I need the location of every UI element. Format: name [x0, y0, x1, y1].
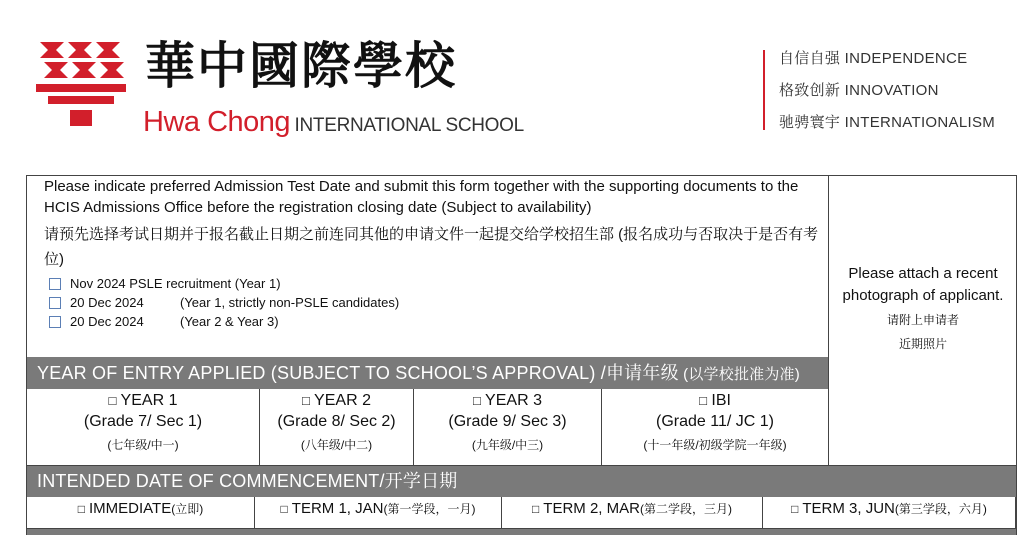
photo-note-chinese-1: 请附上申请者: [886, 313, 959, 327]
checkbox-icon[interactable]: [49, 278, 61, 290]
checkbox-icon[interactable]: □: [77, 502, 85, 516]
checkbox-icon[interactable]: □: [473, 393, 481, 408]
photo-note-english: Please attach a recent photograph of applicant.: [842, 265, 1004, 304]
term-option-term-1[interactable]: □ TERM 1, JAN(第一学段，一月): [255, 497, 502, 529]
year-option-year-2[interactable]: □ YEAR 2 (Grade 8/ Sec 2) (八年级/中二): [260, 389, 414, 465]
motto-item: 驰骋寰宇 INTERNATIONALISM: [779, 114, 996, 131]
year-option-ibi[interactable]: □ IBI (Grade 11/ JC 1) (十一年级/初级学院一年级): [602, 389, 829, 465]
checkbox-icon[interactable]: [49, 297, 61, 309]
term-option-immediate[interactable]: □ IMMEDIATE(立即): [27, 497, 255, 529]
checkbox-icon[interactable]: □: [791, 502, 799, 516]
school-name-international-school: INTERNATIONAL SCHOOL: [294, 115, 524, 136]
test-date-option[interactable]: Nov 2024 PSLE recruitment (Year 1): [49, 274, 399, 293]
checkbox-icon[interactable]: □: [302, 393, 310, 408]
checkbox-icon[interactable]: □: [699, 393, 707, 408]
motto-divider: [763, 50, 765, 130]
checkbox-icon[interactable]: □: [108, 393, 117, 408]
motto-item: 自信自强 INDEPENDENCE: [779, 50, 968, 67]
year-option-year-1[interactable]: □ YEAR 1 (Grade 7/ Sec 1) (七年级/中一): [27, 389, 260, 465]
year-option-year-3[interactable]: □ YEAR 3 (Grade 9/ Sec 3) (九年级/中三): [414, 389, 602, 465]
photo-attachment-note: [830, 263, 1016, 356]
intro-text-chinese: 请预先选择考试日期并于报名截止日期之前连同其他的申请文件一起提交给学校招生部 (报名成功与否取决于是否有考位): [44, 226, 819, 268]
school-mottos: [779, 48, 995, 144]
test-date-option[interactable]: 20 Dec 2024 (Year 2 & Year 3): [49, 312, 399, 331]
intro-text-english: Please indicate preferred Admission Test Date and submit this form together with the supporting documents to the HCIS Admissions Office before the registration closing date (Subject to availability): [44, 178, 799, 216]
term-option-term-2[interactable]: □ TERM 2, MAR(第二学段，三月): [502, 497, 763, 529]
school-name-hwa-chong: Hwa Chong: [143, 106, 291, 138]
checkbox-icon[interactable]: □: [532, 502, 540, 516]
next-section-bar: [27, 529, 1016, 535]
year-of-entry-header: YEAR OF ENTRY APPLIED (SUBJECT TO SCHOOL’S APPROVAL) /申请年级 (以学校批准为准): [27, 357, 828, 389]
checkbox-icon[interactable]: □: [280, 502, 288, 516]
school-name-chinese: 華中國際學校: [145, 36, 457, 95]
checkbox-icon[interactable]: [49, 316, 61, 328]
photo-note-chinese-2: 近期照片: [898, 337, 947, 351]
commencement-date-header: INTENDED DATE OF COMMENCEMENT/开学日期: [27, 465, 1016, 497]
school-name-english: [143, 104, 524, 145]
test-date-option[interactable]: 20 Dec 2024 (Year 1, strictly non-PSLE candidates): [49, 293, 399, 312]
row-divider: [27, 465, 1016, 466]
motto-item: 格致创新 INNOVATION: [779, 82, 939, 99]
school-logo-icon: [34, 36, 128, 128]
term-option-term-3[interactable]: □ TERM 3, JUN(第三学段，六月): [763, 497, 1016, 529]
test-date-options: [49, 274, 399, 331]
